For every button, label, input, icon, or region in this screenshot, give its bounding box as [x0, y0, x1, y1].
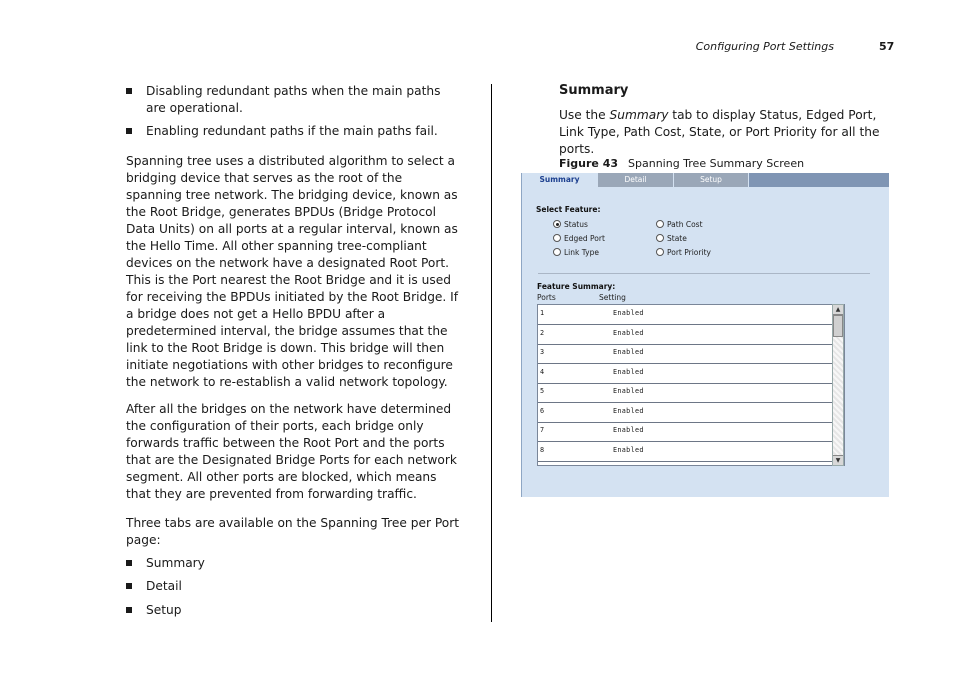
setting-cell: Enabled	[613, 309, 644, 317]
spanning-tree-summary-screen	[521, 173, 889, 497]
paragraph-spanning-tree: Spanning tree uses a distributed algorithm to select a bridging device that serves as the root of the spanning tree network. The bridging device, known as the Root Bridge, generates BPDUs (Bridge Protocol Data Units) on all ports at a regular interval, known as the Hello Time. All other spanning tree-compliant devices on the network have a designated Root Port. This is the Port nearest the Root Bridge and it is used for receiving the BPDUs initiated by the Root Bridge. If a bridge does not get a Hello BPDU after a predetermined interval, the bridge assumes that the link to the Root Bridge is down. This bridge will then initiate negotiations with other bridges to reconfigure the network to re-establish a valid network topology.	[126, 154, 459, 389]
bullet-text: Setup	[146, 603, 182, 617]
feature-summary-label: Feature Summary:	[537, 282, 616, 291]
scrollbar-thumb[interactable]	[833, 315, 843, 337]
intro-text: tab to display Status, Edged Port, Link Type, Path Cost, State, or Port Priority for all the ports.	[559, 108, 880, 156]
select-feature-label: Select Feature:	[536, 205, 601, 214]
radio-icon	[656, 220, 664, 228]
scroll-down-icon[interactable]: ▼	[833, 455, 843, 465]
port-cell: 2	[540, 329, 545, 337]
section-heading: Summary	[559, 83, 629, 98]
page-number: 57	[879, 40, 895, 53]
radio-link-type[interactable]	[553, 248, 599, 257]
radio-port-priority[interactable]	[656, 248, 711, 257]
setting-cell: Enabled	[613, 446, 644, 454]
radio-label: State	[667, 234, 687, 243]
bullet-item	[126, 602, 326, 619]
setting-cell: Enabled	[613, 426, 644, 434]
bullet-item	[126, 578, 326, 595]
table-row[interactable]	[538, 364, 844, 384]
port-cell: 6	[540, 407, 545, 415]
setting-cell: Enabled	[613, 329, 644, 337]
radio-path-cost[interactable]	[656, 220, 703, 229]
setting-cell: Enabled	[613, 407, 644, 415]
setting-cell: Enabled	[613, 387, 644, 395]
port-cell: 3	[540, 348, 545, 356]
divider	[538, 273, 870, 274]
running-header-title: Configuring Port Settings	[695, 40, 834, 53]
port-cell: 7	[540, 426, 545, 434]
table-row[interactable]	[538, 422, 844, 442]
radio-icon	[553, 248, 561, 256]
paragraph-three-tabs: Three tabs are available on the Spanning Tree per Port page:	[126, 516, 460, 547]
figure-title: Spanning Tree Summary Screen	[628, 157, 805, 170]
setting-cell: Enabled	[613, 368, 644, 376]
bullet-text: Summary	[146, 556, 205, 570]
radio-status[interactable]	[553, 220, 588, 229]
intro-text: Use the	[559, 108, 610, 122]
bullet-item	[126, 83, 466, 117]
table-row[interactable]	[538, 383, 844, 403]
bullet-item	[126, 555, 326, 572]
port-cell: 1	[540, 309, 545, 317]
paragraph-bridges: After all the bridges on the network have determined the configuration of their ports, each bridge only forwards traffic between the Root Port and the ports that are the Designated Bridge Ports for each network segment. All other ports are blocked, which means that they are prevented from forwarding traffic.	[126, 402, 457, 501]
figure-label: Figure 43	[559, 157, 619, 170]
bullet-square-icon	[126, 583, 132, 589]
port-cell: 4	[540, 368, 545, 376]
bullet-square-icon	[126, 560, 132, 566]
bullet-square-icon	[126, 607, 132, 613]
scroll-up-icon[interactable]: ▲	[833, 305, 843, 315]
table-row[interactable]	[538, 325, 844, 345]
tab-detail[interactable]: Detail	[598, 173, 674, 187]
bullet-text: Disabling redundant paths when the main paths are operational.	[146, 84, 441, 115]
radio-label: Port Priority	[667, 248, 711, 257]
radio-label: Edged Port	[564, 234, 605, 243]
radio-state[interactable]	[656, 234, 687, 243]
column-header-ports: Ports	[537, 293, 556, 302]
feature-summary-list	[537, 304, 845, 466]
tab-bar	[522, 173, 889, 187]
table-row[interactable]	[538, 305, 844, 325]
tab-setup[interactable]: Setup	[674, 173, 749, 187]
radio-label: Link Type	[564, 248, 599, 257]
figure-caption	[559, 157, 804, 170]
bullet-text: Detail	[146, 579, 182, 593]
radio-edged-port[interactable]	[553, 234, 605, 243]
bullet-square-icon	[126, 128, 132, 134]
radio-selected-icon	[553, 220, 561, 228]
table-row[interactable]	[538, 442, 844, 462]
radio-label: Path Cost	[667, 220, 703, 229]
list-scrollbar[interactable]	[832, 304, 844, 466]
setting-cell: Enabled	[613, 348, 644, 356]
column-divider	[491, 84, 492, 622]
radio-icon	[656, 248, 664, 256]
radio-icon	[553, 234, 561, 242]
bullet-item	[126, 123, 466, 140]
port-cell: 8	[540, 446, 545, 454]
table-row[interactable]	[538, 344, 844, 364]
radio-label: Status	[564, 220, 588, 229]
table-row[interactable]	[538, 403, 844, 423]
column-header-setting: Setting	[599, 293, 626, 302]
tab-summary[interactable]: Summary	[522, 173, 598, 187]
bullet-square-icon	[126, 88, 132, 94]
port-cell: 5	[540, 387, 545, 395]
intro-emphasis: Summary	[609, 108, 669, 122]
bullet-text: Enabling redundant paths if the main paths fail.	[146, 124, 438, 138]
radio-icon	[656, 234, 664, 242]
summary-intro	[559, 107, 894, 158]
